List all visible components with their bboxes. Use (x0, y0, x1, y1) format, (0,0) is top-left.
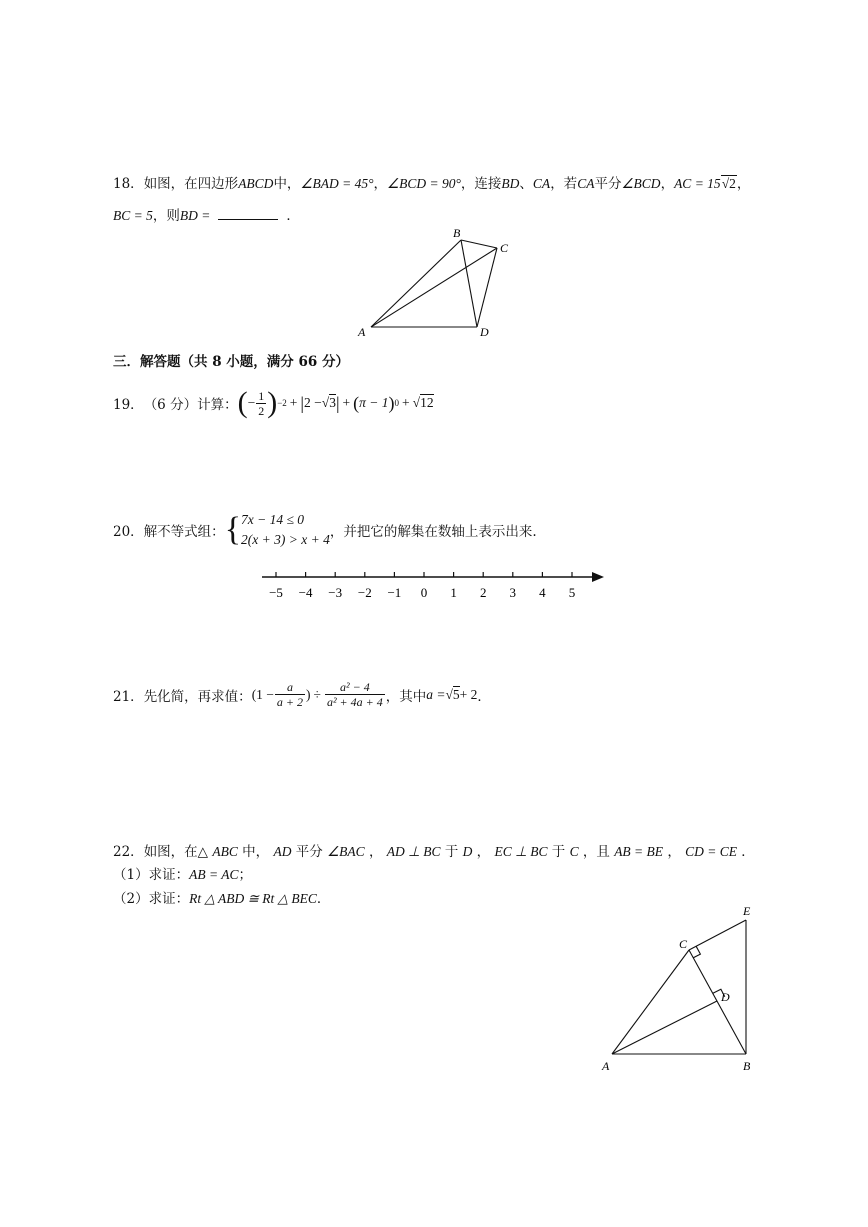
right-angle-c (693, 946, 700, 958)
q22-part2: （2）求证：Rt △ ABD ≅ Rt △ BEC． (113, 891, 331, 907)
q18-figure (355, 226, 515, 341)
q22-label-e: E (743, 904, 751, 918)
q22-seg-16: ， (663, 844, 686, 860)
q22-label-d: D (721, 990, 730, 1004)
q18-diag-ac (371, 248, 497, 327)
q22-seg-3: AD (273, 844, 292, 859)
q18-line1: 18．如图，在四边形ABCD中，∠BAD = 45°，∠BCD = 90°，连接BD、CA，若CA平分∠BCD，AC = 15√2， (113, 176, 751, 192)
answer-blank[interactable] (218, 207, 278, 220)
q22-seg-1: ABC (212, 844, 238, 859)
q22-figure (596, 900, 766, 1078)
q22-side-ad (612, 1001, 717, 1054)
q22-label-a: A (602, 1059, 610, 1073)
number-line (258, 568, 608, 604)
tick-label: 2 (479, 585, 487, 600)
q18-number: 18． (113, 176, 144, 192)
q22-seg-17: CD = CE (685, 844, 738, 859)
q21-number: 21． (113, 688, 144, 705)
sqrt-2: √2 (721, 176, 736, 191)
tick-label: −4 (298, 585, 313, 600)
q22-part1: （1）求证：AB = AC； (113, 867, 252, 883)
tick-label: −3 (328, 585, 343, 600)
tick-label: −2 (357, 585, 372, 600)
q18-diag-bd (461, 240, 477, 327)
q18-label-c: C (500, 241, 509, 255)
q18-label-b: B (453, 226, 461, 240)
q22-seg-10: ， (472, 844, 495, 860)
q18-label-d: D (480, 325, 489, 339)
q18-line2: BC = 5，则BD = ． (113, 208, 300, 224)
q22-seg-8: 于 (440, 844, 463, 860)
q18-label-a: A (358, 325, 366, 339)
q22-seg-13: C (569, 844, 579, 859)
q18-side-ab (371, 240, 461, 327)
q22-number: 22． (113, 844, 144, 860)
q20-number: 20． (113, 524, 144, 540)
q22-seg-4: 平分 (291, 844, 328, 860)
q22-seg-11: EC ⊥ BC (494, 844, 548, 859)
q22-side-ca (612, 950, 689, 1054)
q19-number: 19． (113, 397, 144, 413)
tick-label: −5 (269, 585, 283, 600)
tick-label: 4 (539, 585, 546, 600)
q22-seg-12: 于 (547, 844, 570, 860)
q22-side-ec (689, 920, 746, 950)
q21-line: 21． 先化简，再求值： (1 − $\frac{a}{a + 2}$ ) ÷ $\frac{\text{a² − 4}}{\text{a² + 4a + 4}}$ ，其中 a = √5 + 2 ． (113, 680, 491, 709)
tick-label: −1 (387, 585, 402, 600)
tick-label: 0 (420, 585, 428, 600)
q22-seg-0: 如图，在△ (143, 844, 213, 860)
q22-seg-14: ，且 (578, 844, 615, 860)
q22-seg-18: ． (737, 844, 755, 860)
q22-seg-6: ， (364, 844, 387, 860)
q18-side-bc (461, 240, 497, 248)
arrow-head-icon (592, 572, 604, 582)
tick-label: 5 (568, 585, 576, 600)
tick-label: 3 (509, 585, 517, 600)
q22-seg-15: AB = BE (614, 844, 664, 859)
section-title: 三．解答题（共 8 小题，满分 66 分） (113, 354, 349, 370)
q22-seg-9: D (462, 844, 473, 859)
q22-label-b: B (743, 1059, 751, 1073)
q20-line: 20． 解不等式组： { 7x − 14 ≤ 0 2(x + 3) > x + 4 ，并把它的解集在数轴上表示出来. (113, 511, 537, 548)
tick-label: 1 (450, 585, 457, 600)
q18-side-cd (477, 248, 497, 327)
q22-seg-2: 中， (237, 844, 274, 860)
q22-seg-5: ∠BAC (327, 844, 365, 859)
q22-line1 (113, 840, 755, 860)
q19-line: 19． （6 分）计算： ( − $\frac{1}{2}$ ) −2 + | 2 − √3 | + ( π − 1 ) 0 + √12 (113, 386, 434, 419)
q22-label-c: C (679, 937, 688, 951)
q22-side-cb (689, 950, 746, 1054)
q22-seg-7: AD ⊥ BC (386, 844, 441, 859)
